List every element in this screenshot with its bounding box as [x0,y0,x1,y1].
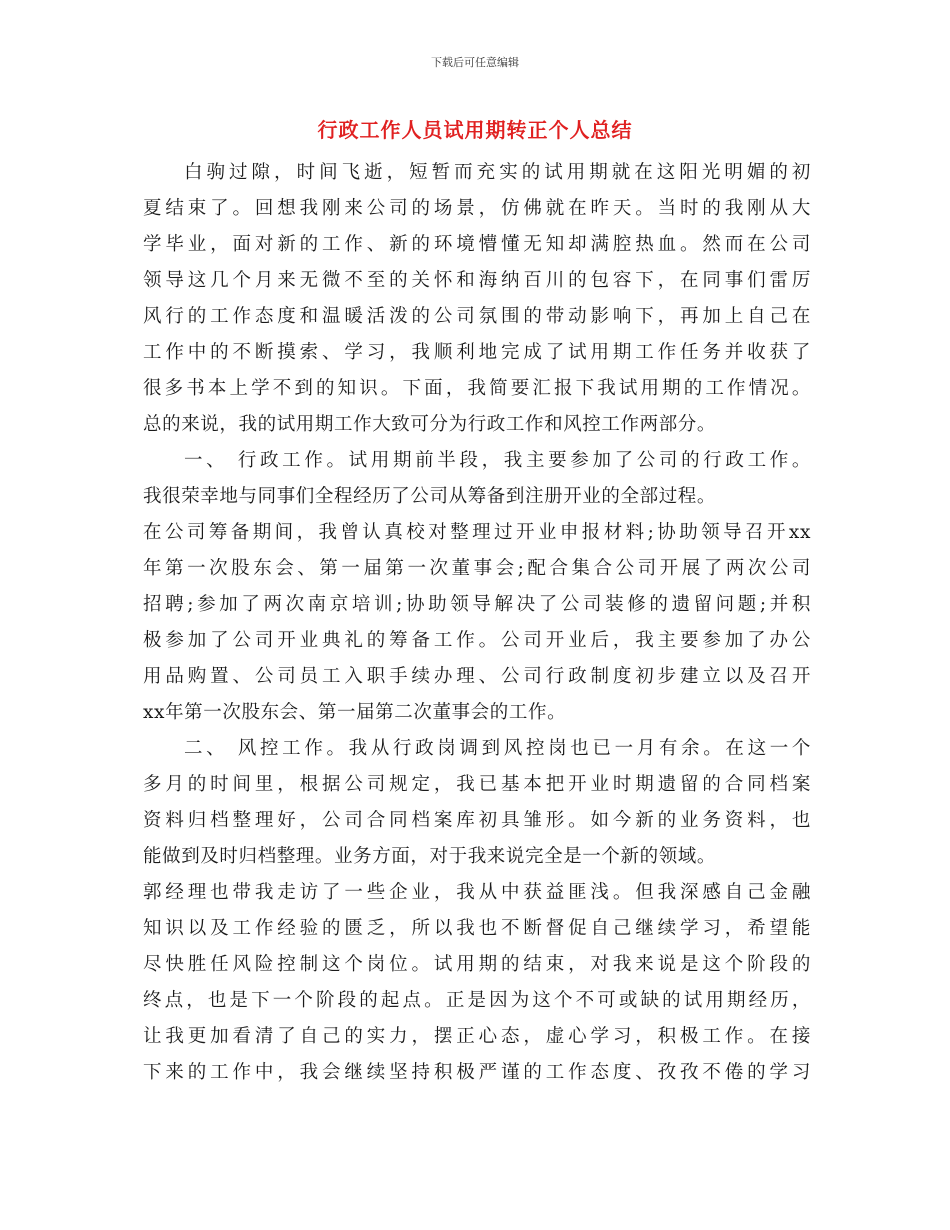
text-line: 极参加了公司开业典礼的筹备工作。公司开业后，我主要参加了办公 [143,630,811,651]
text-line: 工作中的不断摸索、学习，我顺利地完成了试用期工作任务并收获了 [143,342,811,363]
text-line: 终点，也是下一个阶段的起点。正是因为这个不可或缺的试用期经历， [143,990,811,1011]
text-line: 能做到及时归档整理。业务方面，对于我来说完全是一个新的领域。 [143,846,717,867]
text-line: 招聘;参加了两次南京培训;协助领导解决了公司装修的遗留问题;并积 [143,594,811,615]
text-line: 尽快胜任风险控制这个岗位。试用期的结束，对我来说是这个阶段的 [143,954,811,975]
text-line: 领导这几个月来无微不至的关怀和海纳百川的包容下，在同事们雷厉 [143,270,811,291]
text-line: 风行的工作态度和温暖活泼的公司氛围的带动影响下，再加上自己在 [143,306,811,327]
text-line: 学毕业，面对新的工作、新的环境懵懂无知却满腔热血。然而在公司 [143,234,811,255]
text-line: 让我更加看清了自己的实力，摆正心态，虚心学习，积极工作。在接 [143,1026,811,1047]
text-line: 知识以及工作经验的匮乏，所以我也不断督促自己继续学习，希望能 [143,918,811,939]
text-line: 二、 风控工作。我从行政岗调到风控岗也已一月有余。在这一个 [184,738,811,759]
text-line: 白驹过隙，时间飞逝，短暂而充实的试用期就在这阳光明媚的初 [184,162,811,183]
text-line: 很多书本上学不到的知识。下面，我简要汇报下我试用期的工作情况。 [143,378,811,399]
text-line: 总的来说，我的试用期工作大致可分为行政工作和风控工作两部分。 [143,414,717,435]
text-line: 资料归档整理好，公司合同档案库初具雏形。如今新的业务资料，也 [143,810,811,831]
text-line: 下来的工作中，我会继续坚持积极严谨的工作态度、孜孜不倦的学习 [143,1062,811,1083]
text-line: 我很荣幸地与同事们全程经历了公司从筹备到注册开业的全部过程。 [143,486,717,507]
text-line: xx年第一次股东会、第一届第二次董事会的工作。 [143,702,567,723]
header-note: 下载后可任意编辑 [431,56,519,69]
document-title: 行政工作人员试用期转正个人总结 [317,118,633,142]
document-body [143,155,811,1091]
text-line: 多月的时间里，根据公司规定，我已基本把开业时期遗留的合同档案 [143,774,811,795]
text-line: 用品购置、公司员工入职手续办理、公司行政制度初步建立以及召开 [143,666,811,687]
text-line: 一、 行政工作。试用期前半段，我主要参加了公司的行政工作。 [184,450,811,471]
text-line: 郭经理也带我走访了一些企业，我从中获益匪浅。但我深感自己金融 [143,882,811,903]
text-line: 在公司筹备期间，我曾认真校对整理过开业申报材料;协助领导召开xx [143,522,811,543]
text-line: 年第一次股东会、第一届第一次董事会;配合集合公司开展了两次公司 [143,558,811,579]
text-line: 夏结束了。回想我刚来公司的场景，仿佛就在昨天。当时的我刚从大 [143,198,811,219]
